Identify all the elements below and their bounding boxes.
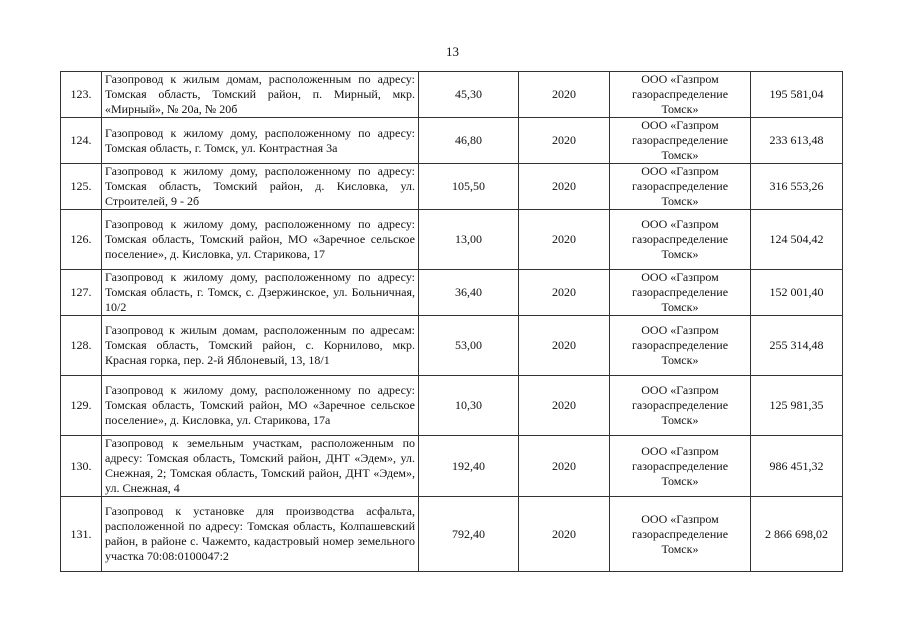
- row-year: 2020: [519, 497, 610, 572]
- row-year: 2020: [519, 376, 610, 436]
- row-year: 2020: [519, 270, 610, 316]
- organization-line: Томск»: [661, 300, 699, 314]
- organization-line: ООО «Газпром: [641, 270, 719, 284]
- organization-line: газораспределение: [631, 398, 729, 412]
- row-description: Газопровод к жилому дому, расположенному по адресу: Томская область, Томский район, МО «Заречное сельское поселение», д. Кисловка, ул. Старикова, 17а: [102, 376, 419, 436]
- organization-line: газораспределение: [631, 232, 729, 246]
- row-organization: [610, 270, 751, 316]
- row-organization: [610, 316, 751, 376]
- row-cost: 152 001,40: [751, 270, 843, 316]
- organization-line: ООО «Газпром: [641, 443, 719, 458]
- row-number: 130.: [61, 436, 102, 497]
- organization-line: газораспределение: [631, 179, 729, 193]
- table-row: [61, 118, 843, 164]
- table-row: [61, 270, 843, 316]
- organization-line: газораспределение: [631, 458, 729, 473]
- organization-line: Томск»: [661, 353, 699, 367]
- row-number: 128.: [61, 316, 102, 376]
- row-cost: 255 314,48: [751, 316, 843, 376]
- row-year: 2020: [519, 210, 610, 270]
- row-cost: 124 504,42: [751, 210, 843, 270]
- row-description: Газопровод к земельным участкам, расположенным по адресу: Томская область, Томский район, ДНТ «Эдем», ул. Снежная, 2; Томская область, Томский район, ДНТ «Эдем», ул. Снежная, 4: [102, 436, 419, 497]
- row-organization: [610, 376, 751, 436]
- row-cost: 125 981,35: [751, 376, 843, 436]
- row-number: 124.: [61, 118, 102, 164]
- row-organization: [610, 210, 751, 270]
- organization-line: Томск»: [661, 194, 699, 208]
- table-row: [61, 497, 843, 572]
- row-organization: [610, 72, 751, 118]
- row-description: Газопровод к жилым домам, расположенным по адресу: Томская область, Томский район, п. Мирный, мкр. «Мирный», № 20а, № 20б: [102, 72, 419, 118]
- row-organization: [610, 164, 751, 210]
- row-description: Газопровод к установке для производства асфальта, расположенной по адресу: Томская область, Колпашевский район, в районе с. Чажемто, кадастровый номер земельного участка 70:08:0100047:2: [102, 497, 419, 572]
- organization-line: газораспределение: [631, 285, 729, 299]
- organization-line: газораспределение: [631, 87, 729, 101]
- organization-line: ООО «Газпром: [641, 118, 719, 132]
- row-year: 2020: [519, 118, 610, 164]
- row-number: 131.: [61, 497, 102, 572]
- row-description: Газопровод к жилому дому, расположенному по адресу: Томская область, Томский район, д. Кисловка, ул. Строителей, 9 - 2б: [102, 164, 419, 210]
- row-organization: [610, 497, 751, 572]
- row-length: 45,30: [419, 72, 519, 118]
- organization-line: Томск»: [661, 148, 699, 162]
- organization-line: ООО «Газпром: [641, 323, 719, 337]
- organization-line: ООО «Газпром: [641, 72, 719, 86]
- row-cost: 195 581,04: [751, 72, 843, 118]
- row-length: 46,80: [419, 118, 519, 164]
- organization-line: Томск»: [661, 247, 699, 261]
- row-number: 127.: [61, 270, 102, 316]
- row-number: 123.: [61, 72, 102, 118]
- table-row: [61, 72, 843, 118]
- organization-line: газораспределение: [631, 338, 729, 352]
- table-body: [61, 72, 843, 572]
- row-cost: 316 553,26: [751, 164, 843, 210]
- table-row: [61, 376, 843, 436]
- organization-line: газораспределение: [631, 526, 729, 541]
- row-cost: 986 451,32: [751, 436, 843, 497]
- page-number: 13: [446, 44, 459, 59]
- row-year: 2020: [519, 316, 610, 376]
- row-number: 126.: [61, 210, 102, 270]
- table-row: [61, 436, 843, 497]
- row-length: 792,40: [419, 497, 519, 572]
- row-number: 129.: [61, 376, 102, 436]
- organization-line: ООО «Газпром: [641, 511, 719, 526]
- row-number: 125.: [61, 164, 102, 210]
- row-length: 13,00: [419, 210, 519, 270]
- row-description: Газопровод к жилому дому, расположенному по адресу: Томская область, г. Томск, ул. Контрастная 3а: [102, 118, 419, 164]
- row-cost: 233 613,48: [751, 118, 843, 164]
- organization-line: Томск»: [661, 541, 699, 556]
- row-cost: 2 866 698,02: [751, 497, 843, 572]
- organization-line: Томск»: [661, 413, 699, 427]
- table-row: [61, 316, 843, 376]
- row-organization: [610, 436, 751, 497]
- row-organization: [610, 118, 751, 164]
- row-year: 2020: [519, 72, 610, 118]
- row-length: 36,40: [419, 270, 519, 316]
- organization-line: Томск»: [661, 473, 699, 488]
- row-description: Газопровод к жилому дому, расположенному по адресу: Томская область, г. Томск, с. Дзержинское, ул. Больничная, 10/2: [102, 270, 419, 316]
- row-description: Газопровод к жилому дому, расположенному по адресу: Томская область, Томский район, МО «Заречное сельское поселение», д. Кисловка, ул. Старикова, 17: [102, 210, 419, 270]
- row-length: 10,30: [419, 376, 519, 436]
- row-length: 192,40: [419, 436, 519, 497]
- organization-line: ООО «Газпром: [641, 164, 719, 178]
- table-row: [61, 210, 843, 270]
- row-length: 105,50: [419, 164, 519, 210]
- gas-pipeline-table: [60, 71, 843, 572]
- organization-line: газораспределение: [631, 133, 729, 147]
- organization-line: ООО «Газпром: [641, 383, 719, 397]
- organization-line: Томск»: [661, 102, 699, 116]
- row-length: 53,00: [419, 316, 519, 376]
- row-description: Газопровод к жилым домам, расположенным по адресам: Томская область, Томский район, с. Корнилово, мкр. Красная горка, пер. 2-й Яблоневый, 13, 18/1: [102, 316, 419, 376]
- table-row: [61, 164, 843, 210]
- row-year: 2020: [519, 436, 610, 497]
- row-year: 2020: [519, 164, 610, 210]
- organization-line: ООО «Газпром: [641, 217, 719, 231]
